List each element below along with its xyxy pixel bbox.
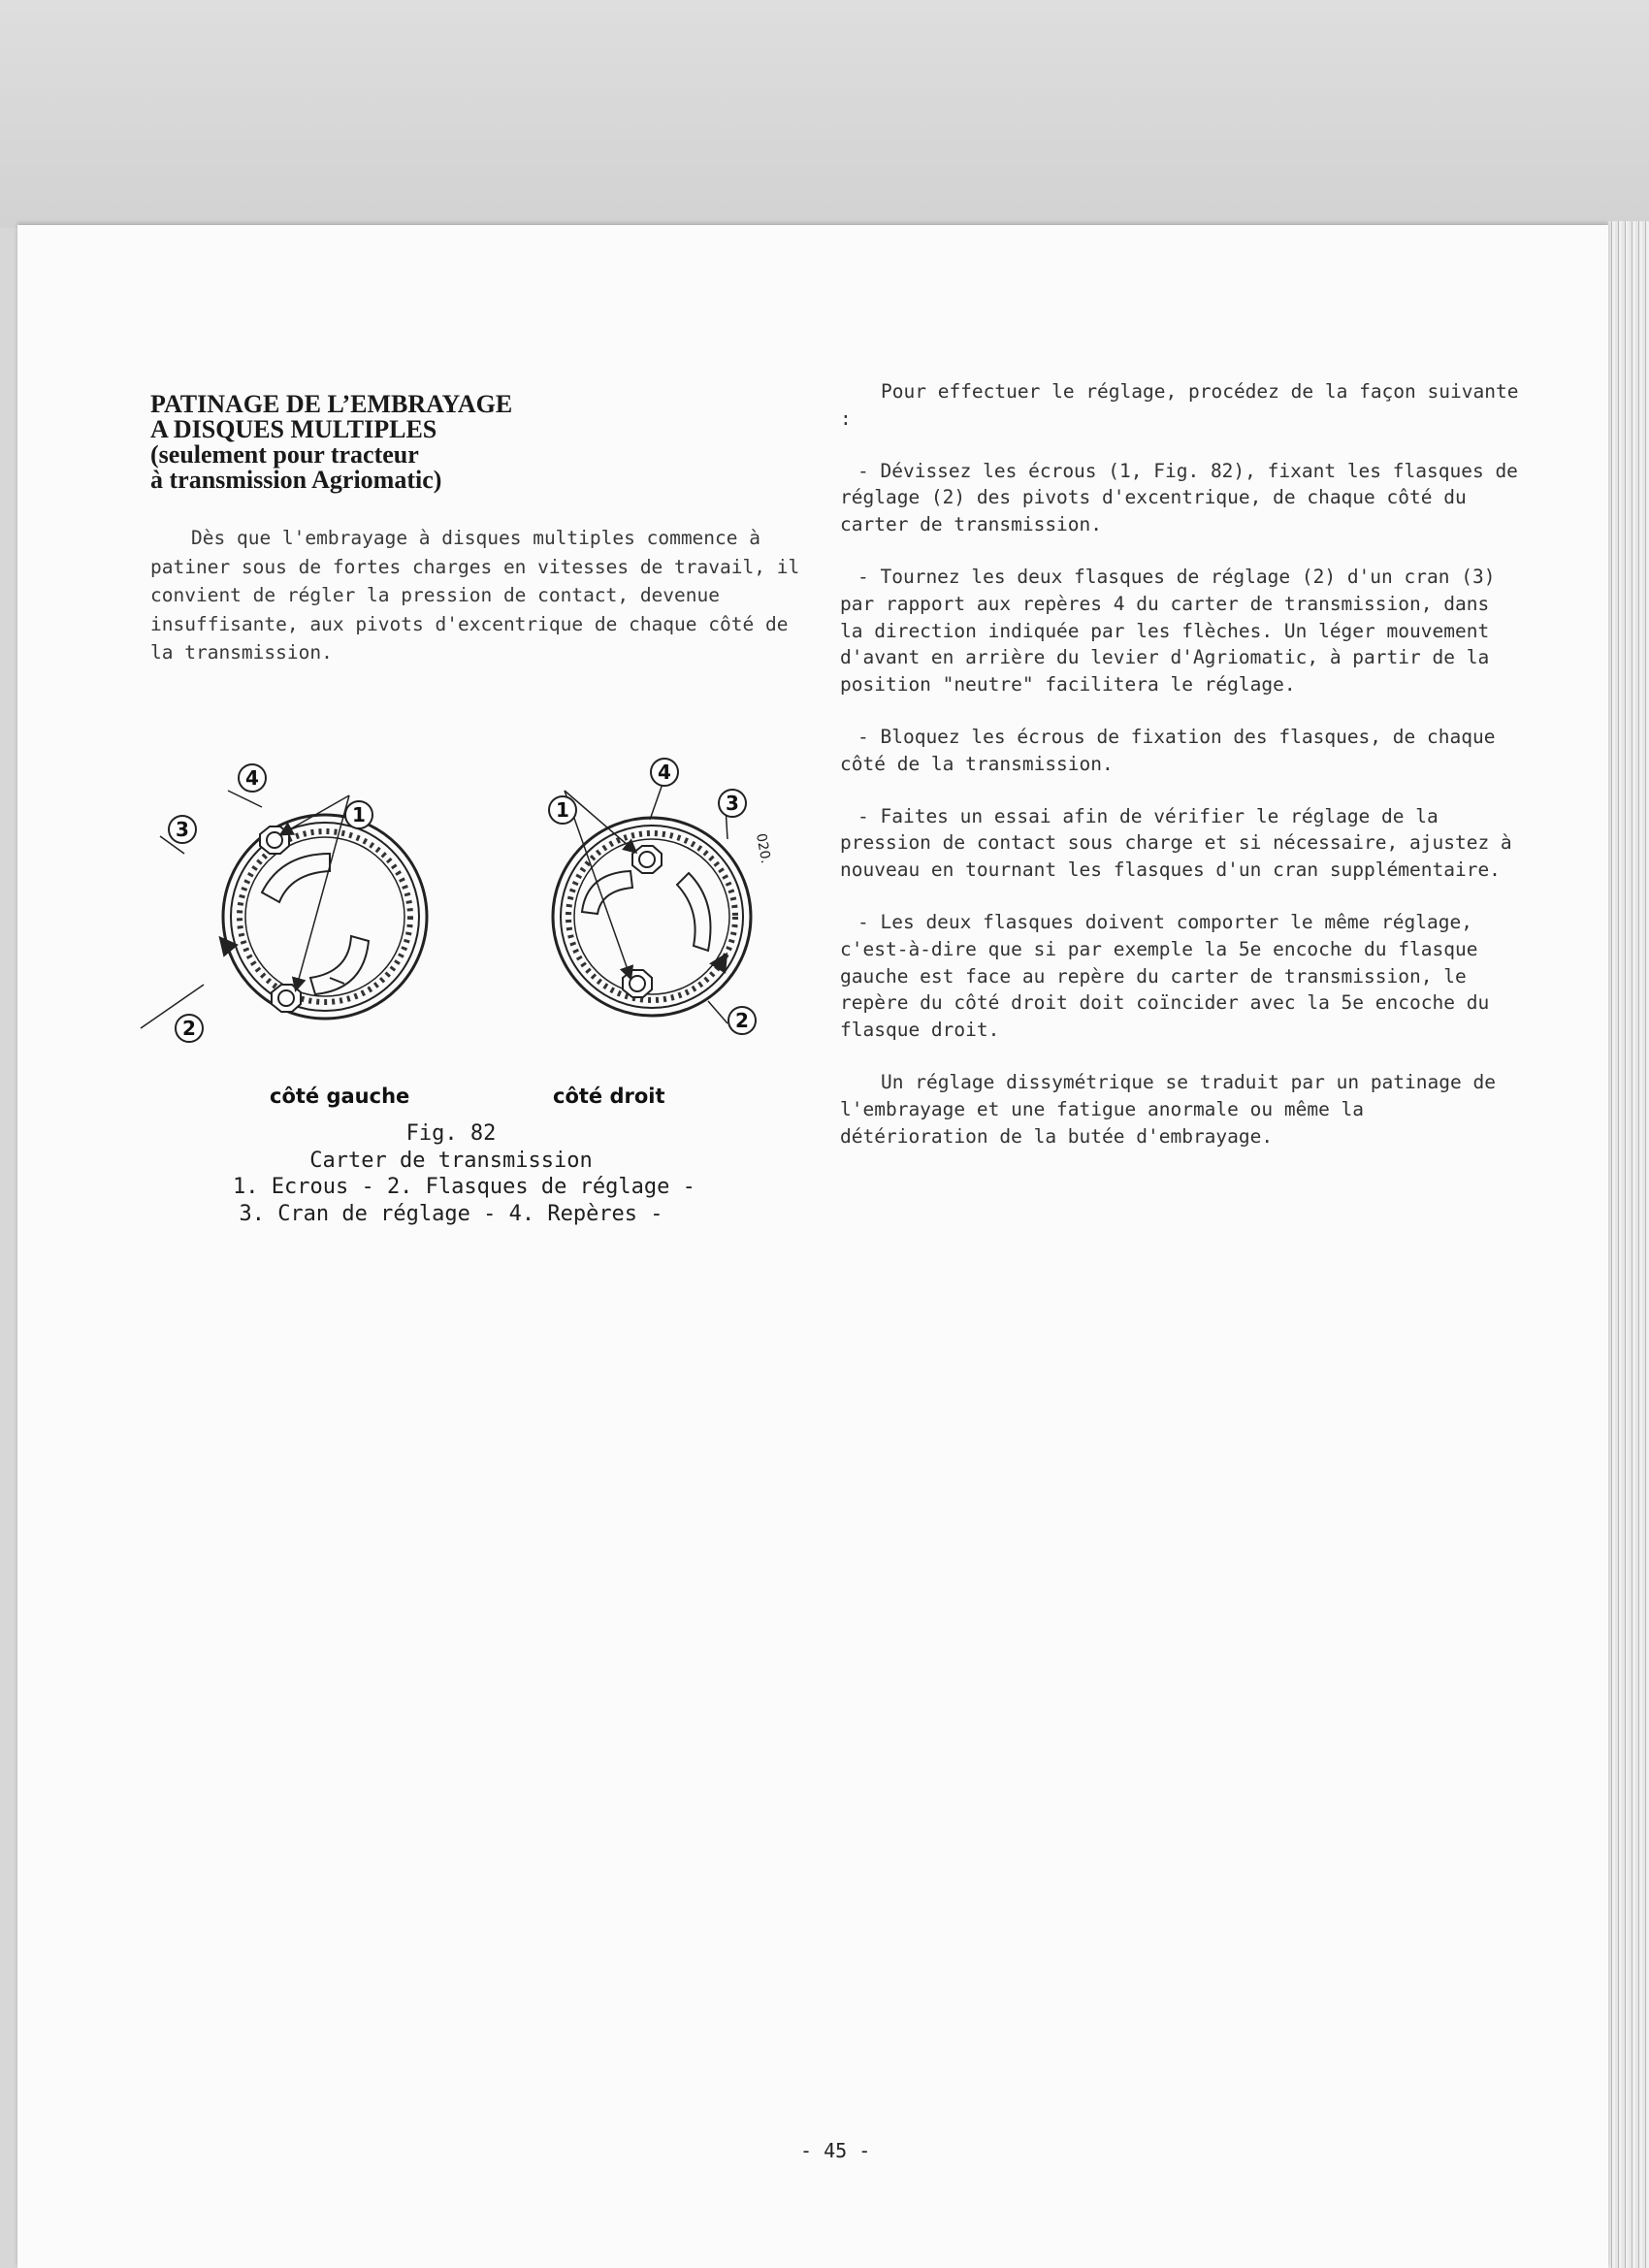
procedure-step-2: - Tournez les deux flasques de réglage (2) d'un cran (3) par rapport aux repères 4 du carter de transmission, dans la direction indiquée par les flèches. Un léger mouvement d'avant en arrière du levier d'Agriomatic, à partir de la position "neutre" facilitera le réglage.	[840, 565, 1496, 697]
procedure-intro: Pour effectuer le réglage, procédez de la façon suivante :	[840, 380, 1519, 430]
procedure-conclusion: Un réglage dissymétrique se traduit par un patinage de l'embrayage et une fatigue anormale ou même la détérioration de la butée d'embrayage.	[840, 1070, 1496, 1148]
figure-number: Fig. 82	[405, 1121, 497, 1146]
procedure-step-4: - Faites un essai afin de vérifier le réglage de la pression de contact sous charge et si nécessaire, ajustez à nouveau en tournant les flasques d'un cran supplémentaire.	[840, 804, 1512, 882]
heading-line-3: (seulement pour tracteur	[150, 440, 419, 469]
callout-2-right-label: 2	[735, 1009, 749, 1032]
scan-background	[0, 0, 1649, 228]
right-flange	[553, 784, 773, 1023]
callout-2-left-label: 2	[182, 1017, 196, 1040]
intro-paragraph: Dès que l'embrayage à disques multiples commence à patiner sous de fortes charges en vitesses de travail, il convient de régler la pression de contact, devenue insuffisante, aux pivots d'excentrique de chaque côté de la transmission.	[150, 527, 800, 664]
callout-1-right-label: 1	[556, 798, 569, 822]
callout-1-left	[345, 801, 372, 828]
procedure-step-5: - Les deux flasques doivent comporter le même réglage, c'est-à-dire que si par exemple la 5e encoche du flasque gauche est face au repère du carter de transmission, le repère du côté droit doit coïncider avec la 5e encoche du flasque droit.	[840, 910, 1490, 1042]
callout-4-left	[239, 764, 266, 792]
heading-line-4: à transmission Agriomatic)	[150, 466, 442, 494]
callout-4-right	[651, 759, 678, 786]
page-number: - 45 -	[800, 2139, 871, 2162]
callout-3-right-label: 3	[726, 792, 739, 815]
procedure-step-3: - Bloquez les écrous de fixation des flasques, de chaque côté de la transmission.	[840, 725, 1496, 775]
fig-82-diagram	[146, 747, 774, 1040]
callout-2-right	[728, 1007, 756, 1034]
section-heading	[150, 392, 597, 493]
callout-4-left-label: 4	[245, 766, 259, 790]
callout-2-left	[176, 1015, 203, 1042]
right-side-caption: côté droit	[553, 1085, 665, 1108]
left-side-caption: côté gauche	[270, 1085, 410, 1108]
callout-1-left-label: 1	[352, 803, 366, 826]
callout-3-right	[719, 790, 746, 817]
callout-1-right	[549, 796, 576, 824]
procedure-column	[840, 378, 1519, 1175]
figure-caption	[233, 1120, 695, 1227]
figure-legend-line-1: 1. Ecrous - 2. Flasques de réglage -	[233, 1175, 695, 1199]
heading-line-1: PATINAGE DE L’EMBRAYAGE	[150, 390, 513, 418]
page-stack-edge	[1608, 221, 1649, 2268]
callout-3-left-label: 3	[176, 818, 189, 841]
heading-line-2: A DISQUES MULTIPLES	[150, 415, 437, 443]
flange-marking: 020.	[753, 831, 774, 865]
figure-legend-line-2: 3. Cran de réglage - 4. Repères -	[239, 1201, 663, 1226]
figure-title: Carter de transmission	[309, 1148, 593, 1173]
callout-4-right-label: 4	[658, 761, 671, 784]
callout-3-left	[169, 816, 196, 843]
procedure-step-1: - Dévissez les écrous (1, Fig. 82), fixant les flasques de réglage (2) des pivots d'excentrique, de chaque côté du carter de transmission.	[840, 459, 1518, 536]
